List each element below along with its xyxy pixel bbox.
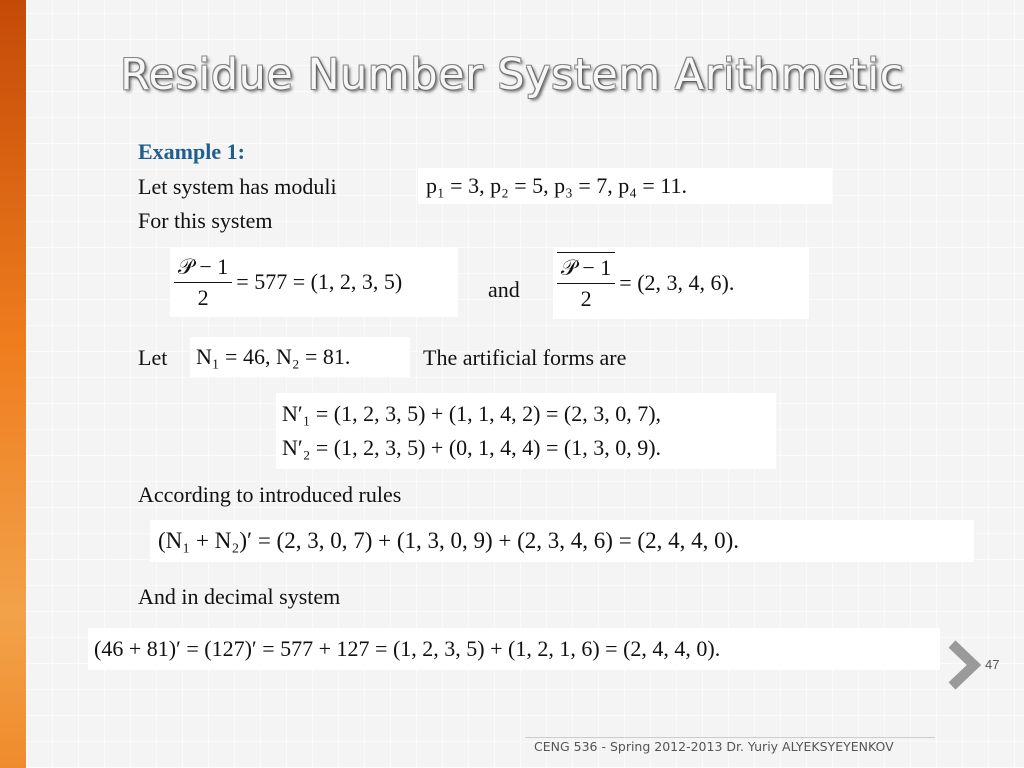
footer-text: CENG 536 - Spring 2012-2013 Dr. Yuriy ALYEKSYEYENKOV (534, 739, 894, 754)
fraction-rhs: = (2, 3, 4, 6). (619, 270, 735, 295)
and-label: and (488, 277, 520, 302)
chevron-right-icon[interactable] (944, 640, 984, 690)
artificial-form-line-2: N′₂ = (1, 2, 3, 5) + (0, 1, 4, 4) = (1, 3, 0, 9). (282, 435, 662, 460)
fraction-denominator: 2 (197, 284, 209, 310)
let-label: Let (138, 345, 168, 370)
artificial-form-line-1: N′₁ = (1, 2, 3, 5) + (1, 1, 4, 2) = (2, 3, 0, 7), (282, 401, 662, 426)
artificial-label: The artificial forms are (423, 345, 627, 370)
left-accent-bar (0, 0, 26, 768)
rules-label: According to introduced rules (138, 482, 402, 507)
slide-title: Residue Number System Arithmetic (120, 50, 904, 100)
fraction-numerator: 𝒫 − 1 (557, 252, 615, 284)
fraction-formula-1 (170, 247, 458, 317)
artificial-forms (276, 393, 776, 469)
let-formula: N₁ = 46, N₂ = 81. (190, 337, 410, 377)
system-label: For this system (138, 208, 273, 233)
footer-divider (525, 737, 935, 738)
moduli-label: Let system has moduli (138, 174, 337, 199)
fraction-rhs: = 577 = (1, 2, 3, 5) (236, 269, 403, 294)
decimal-formula: (46 + 81)′ = (127)′ = 577 + 127 = (1, 2, 3, 5) + (1, 2, 1, 6) = (2, 4, 4, 0). (88, 628, 940, 670)
decimal-label: And in decimal system (138, 584, 341, 609)
sum-formula: (N₁ + N₂)′ = (2, 3, 0, 7) + (1, 3, 0, 9) + (2, 3, 4, 6) = (2, 4, 4, 0). (150, 520, 974, 562)
page-number: 47 (985, 657, 1000, 672)
fraction-denominator: 2 (580, 286, 592, 311)
example-heading: Example 1: (138, 139, 245, 164)
fraction (174, 252, 232, 313)
fraction-formula-2 (553, 247, 809, 319)
fraction-numerator: 𝒫 − 1 (174, 252, 232, 283)
fraction (557, 252, 615, 314)
moduli-formula: p₁ = 3, p₂ = 5, p₃ = 7, p₄ = 11. (418, 168, 832, 204)
